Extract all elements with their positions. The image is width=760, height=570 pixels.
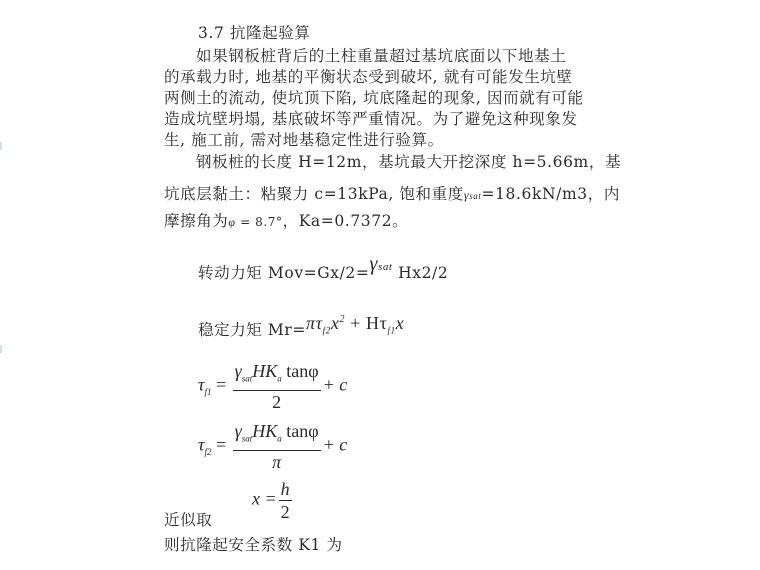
subscript: sat [241, 373, 253, 384]
subscript: f1 [204, 387, 212, 398]
denominator: 2 [272, 391, 282, 412]
fraction [233, 360, 321, 413]
approx-label: 近似取 [164, 511, 213, 529]
formula-expr: x = [252, 488, 277, 509]
section-heading: 3.7 抗隆起验算 [198, 24, 311, 42]
formula-expr: tanφ [281, 421, 319, 441]
subscript: sat [469, 191, 482, 201]
subscript: a [277, 433, 282, 444]
subscript: sat [241, 433, 253, 444]
formula-mov [198, 253, 449, 285]
formula-expr: + c [322, 374, 348, 395]
numerator: h [280, 479, 290, 499]
fraction [233, 420, 321, 473]
params-text: 摩擦角为 [164, 212, 229, 230]
subscript: sat [377, 261, 393, 273]
gamma-symbol: γ [234, 361, 242, 381]
gamma-symbol: γ [234, 421, 242, 441]
page-edge-marker [0, 345, 2, 353]
paragraph-line: 如果钢板桩背后的土柱重量超过基坑底面以下地基土 [196, 47, 567, 65]
paragraph-line: 造成坑壁坍塌, 基底破坏等严重情况。为了避免这种现象发 [164, 110, 578, 128]
paragraph-line: 的承载力时, 地基的平衡状态受到破坏, 就有可能发生坑壁 [164, 68, 573, 86]
formula-expr: + Hτ [345, 313, 388, 333]
phi-value: = 8.7° [235, 215, 283, 229]
phi-symbol: φ [228, 215, 236, 229]
formula-label: 稳定力矩 Mr= [198, 321, 306, 339]
formula-x [252, 478, 294, 523]
gamma-symbol: γ [463, 188, 470, 202]
paragraph-line: 两侧土的流动, 使坑顶下陷, 坑底隆起的现象, 因而就有可能 [164, 89, 584, 107]
params-text: =18.6kN/m3，内 [481, 185, 620, 203]
formula-expr: HK [252, 421, 278, 441]
subscript: f2 [204, 447, 212, 458]
params-line: 钢板桩的长度 H=12m，基坑最大开挖深度 h=5.66m，基 [196, 153, 622, 171]
params-line [164, 211, 408, 232]
formula-expr: + c [322, 434, 348, 455]
fraction [279, 478, 292, 523]
params-line [164, 184, 620, 206]
formula-tau-f1: $\tau_{f1}$ = $\frac{\gamma_{sat}HK_a \tan\varphi}{2}$ + c [198, 361, 348, 412]
formula-tau-f2: $\tau_{f2}$ = $\frac{\gamma_{sat}HK_a \tan\varphi}{\pi}$ + c [198, 421, 348, 472]
formula-text: Hx2/2 [392, 264, 449, 282]
subscript: f1 [387, 325, 396, 336]
params-text: ，Ka=0.7372。 [282, 212, 409, 230]
k1-label: 则抗隆起安全系数 K1 为 [164, 536, 343, 554]
denominator: 2 [280, 502, 290, 522]
formula-label: 转动力矩 Mov=Gx/2= [198, 264, 370, 282]
page-edge-marker [0, 142, 2, 150]
denominator: π [272, 451, 282, 472]
superscript: 2 [339, 314, 346, 325]
formula-expr: tanφ [281, 361, 319, 381]
formula-expr: πτ [306, 313, 323, 333]
tau-symbol: τ [198, 374, 205, 395]
formula-expr: HK [252, 361, 278, 381]
formula-mr [198, 313, 405, 347]
tau-symbol: τ [198, 434, 205, 455]
params-text: 坑底层黏土：粘聚力 c=13kPa, 饱和重度 [164, 185, 464, 203]
subscript: a [277, 373, 282, 384]
subscript: f2 [322, 325, 331, 336]
gamma-symbol: γ [369, 253, 378, 275]
formula-expr: x [330, 313, 340, 333]
paragraph-line: 生, 施工前, 需对地基稳定性进行验算。 [164, 131, 444, 149]
formula-expr: x [395, 313, 405, 333]
